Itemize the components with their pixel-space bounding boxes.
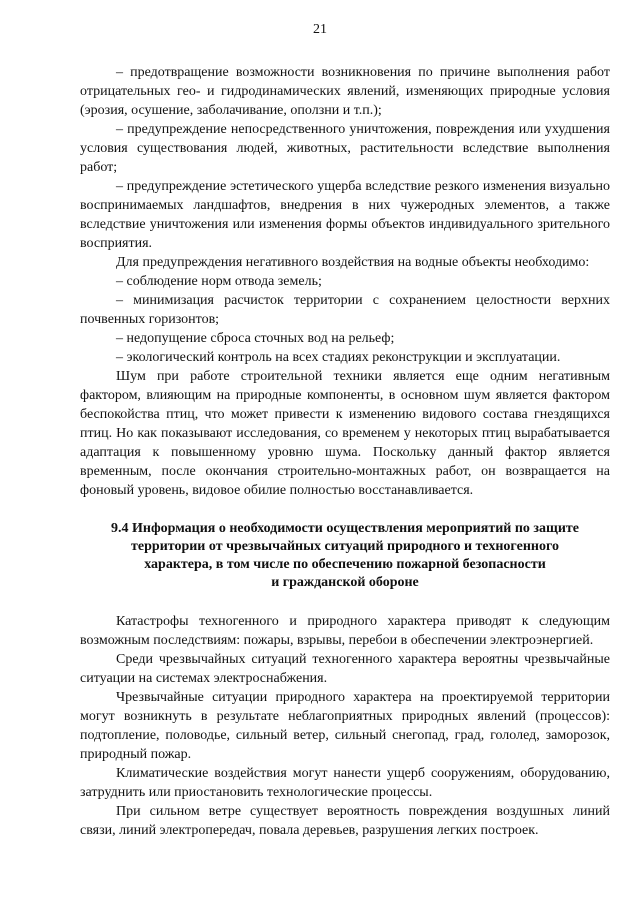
section-heading-line: характера, в том числе по обеспечению пожарной безопасности [144,557,546,572]
paragraph: Шум при работе строительной техники является еще одним негативным фактором, влияющим на природные компоненты, в основном шум является фактором беспокойства птиц, что может привести к изменению видового состава гнездящихся птиц. Но как показывают исследования, со временем у некоторых птиц вырабатывается адаптация к повышенному уровню шума. Поскольку данный фактор является временным, после окончания строительно-монтажных работ, он возвращается на фоновый уровень, видовое обилие полностью восстанавливается. [80,369,610,498]
paragraph: Чрезвычайные ситуации природного характера на проектируемой территории могут возникнуть в результате неблагоприятных природных явлений (процессов): подтопление, половодье, сильный ветер, сильный снегопад, град, гололед, заморозок, природный пожар. [80,690,610,762]
paragraph: – минимизация расчисток территории с сохранением целостности верхних почвенных горизонтов; [80,293,610,327]
section-heading-line: 9.4 Информация о необходимости осуществления мероприятий по защите [110,521,579,536]
paragraph: Катастрофы техногенного и природного характера приводят к следующим возможным последствиям: пожары, взрывы, перебои в обеспечении электроэнергией. [80,614,610,648]
paragraph: – недопущение сброса сточных вод на рельеф; [116,331,395,346]
document-body [80,63,610,840]
page-number: 21 [313,22,327,37]
paragraph: Для предупреждения негативного воздействия на водные объекты необходимо: [116,255,590,270]
paragraph: – предупреждение эстетического ущерба вследствие резкого изменения визуально воспринимаемых ландшафтов, внедрения в них чужеродных элементов, а также вследствие уничтожения или изменения формы объектов индивидуального зрительного восприятия. [80,179,610,251]
paragraph: – предотвращение возможности возникновения по причине выполнения работ отрицательных гео- и гидродинамических явлений, изменяющих природные условия (эрозия, осушение, заболачивание, оползни и т.п.); [80,65,610,118]
paragraph: При сильном ветре существует вероятность повреждения воздушных линий связи, линий электропередач, повала деревьев, разрушения легких построек. [80,804,610,838]
paragraph: Среди чрезвычайных ситуаций техногенного характера вероятны чрезвычайные ситуации на системах электроснабжения. [80,652,610,686]
paragraph: – соблюдение норм отвода земель; [116,274,322,289]
section-heading-line: территории от чрезвычайных ситуаций природного и техногенного [131,539,559,554]
paragraph: Климатические воздействия могут нанести ущерб сооружениям, оборудованию, затруднить или приостановить технологические процессы. [80,766,610,800]
section-heading [80,520,610,592]
section-heading-line: и гражданской обороне [271,575,419,590]
paragraph: – предупреждение непосредственного уничтожения, повреждения или ухудшения условия существования людей, животных, растительности вследствие выполнения работ; [80,122,610,175]
paragraph: – экологический контроль на всех стадиях реконструкции и эксплуатации. [116,350,561,365]
